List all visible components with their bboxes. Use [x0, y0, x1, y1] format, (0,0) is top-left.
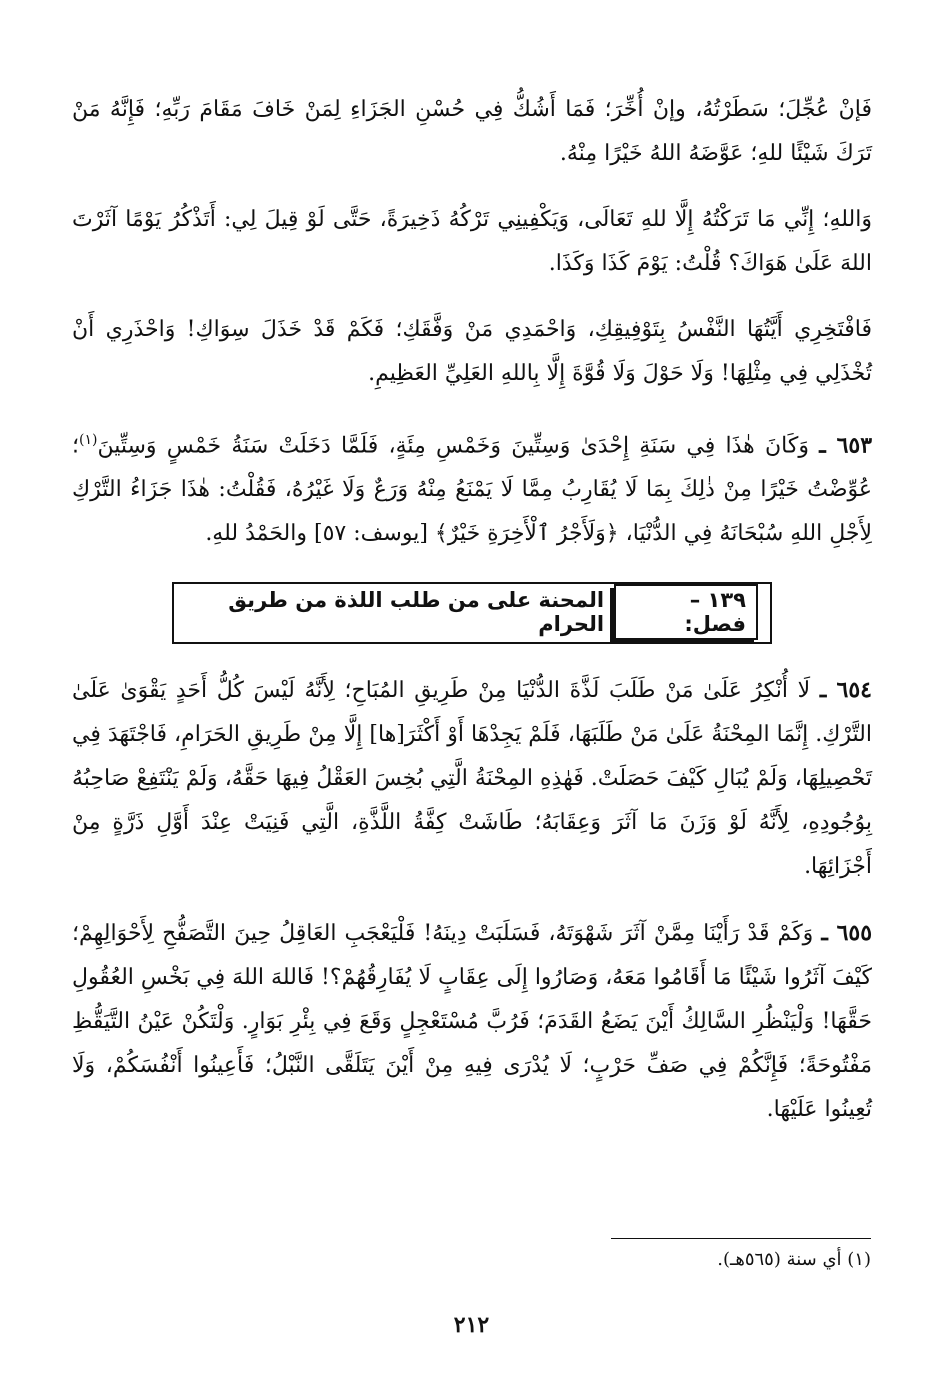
paragraph-655 — [72, 911, 872, 1132]
paragraph-number: ٦٥٣ ـ — [819, 432, 873, 459]
paragraph-text: وَكَانَ هٰذَا فِي سَنَةِ إِحْدَىٰ وَسِتِّينَ وَخَمْسِ مِئَةٍ، فَلَمَّا دَخَلَتْ سَنَةُ خَمْسٍ وَسِتِّينَ — [97, 433, 809, 459]
footnote-reference[interactable]: (١) — [79, 432, 98, 448]
paragraph-653 — [72, 418, 872, 556]
section-title: المحنة على من طلب اللذة من طريق الحرام — [228, 588, 605, 637]
paragraph-2: وَاللهِ؛ إِنِّي مَا تَرَكْتُهُ إِلَّا للهِ تَعَالَى، وَيَكْفِينِي تَرْكُهُ ذَخِيرَةً، حَتَّى لَوْ قِيلَ لِي: أَتَذْكُرُ يَوْمًا آثَرْتَ اللهَ عَلَىٰ هَوَاكَ؟ قُلْتُ: يَوْمَ كَذَا وَكَذَا. — [72, 207, 872, 276]
section-heading — [174, 588, 758, 637]
paragraph-3: فَافْتَخِرِي أَيَّتُهَا النَّفْسُ بِتَوْفِيقِكِ، وَاحْمَدِي مَنْ وَفَّقَكِ؛ فَكَمْ قَدْ خَذَلَ سِوَاكِ! وَاحْذَرِي أَنْ تُخْذَلِي فِي مِثْلِهَا! وَلَا حَوْلَ وَلَا قُوَّةَ إِلَّا بِاللهِ العَلِيِّ العَظِيمِ. — [72, 317, 872, 386]
paragraph-number: ٦٥٤ ـ — [819, 677, 872, 704]
footnote-divider — [611, 1238, 871, 1239]
paragraph-text: وَكَمْ قَدْ رَأَيْنَا مِمَّنْ آثَرَ شَهْوَتَهُ، فَسَلَبَتْ دِينَهُ! فَلْيَعْجَبِ العَاقِلُ حِينَ التَّصَفُّحِ لِأَحْوَالِهِمْ؛ كَيْفَ آثَرُوا شَيْئًا مَا أَقَامُوا مَعَهُ، وَصَارُوا إِلَى عِقَابٍ لَا يُفَارِقُهُمْ؟! فَاللهَ اللهَ فِي بَخْسِ العُقُولِ حَقَّهَا! وَلْيَنْظُرِ السَّالِكُ أَيْنَ يَضَعُ القَدَمَ؛ فَرُبَّ مُسْتَعْجِلٍ وَقَعَ فِي بِئْرِ بَوَارٍ. وَلْتَكُنْ عَيْنُ التَّيَقُّظِ مَفْتُوحَةً؛ فَإِنَّكُمْ فِي صَفِّ حَرْبٍ؛ لَا يُدْرَى فِيهِ مِنْ أَيْنَ يَتَلَقَّى النَّبْلُ؛ فَأَعِينُوا أَنْفُسَكُمْ، وَلَا تُعِينُوا عَلَيْهَا. — [72, 921, 872, 1123]
paragraph-text: ؛ عُوِّضْتُ خَيْرًا مِنْ ذٰلِكَ بِمَا لَا يُقَارِبُ مِمَّا لَا يَمْنَعُ مِنْهُ وَرَعٌ وَلَا غَيْرُهُ، فَقُلْتُ: هٰذَا جَزَاءُ التَّرْكِ لِأَجْلِ اللهِ سُبْحَانَهُ فِي الدُّنْيَا، ﴿وَلَأَجْرُ ٱلْأَخِرَةِ خَيْرٌ﴾ [يوسف: ٥٧] والحَمْدُ للهِ. — [72, 433, 873, 547]
paragraph-number: ٦٥٥ ـ — [821, 920, 873, 947]
paragraph-654 — [72, 668, 872, 889]
paragraph-text: لَا أُنْكِرُ عَلَىٰ مَنْ طَلَبَ لَذَّةَ الدُّنْيَا مِنْ طَرِيقِ المُبَاحِ؛ لِأَنَّهُ لَيْسَ كُلُّ أَحَدٍ يَقْوَىٰ عَلَىٰ التَّرْكِ. إِنَّمَا المِحْنَةُ عَلَىٰ مَنْ طَلَبَهَا، فَلَمْ يَجِدْهَا أَوْ أَكْثَرَ[ها] إِلَّا مِنْ طَرِيقِ الحَرَامِ، فَاجْتَهَدَ فِي تَحْصِيلِهَا، وَلَمْ يُبَالِ كَيْفَ حَصَلَتْ. فَهٰذِهِ المِحْنَةُ الَّتِي بُخِسَ العَقْلُ فِيهَا حَقَّهُ، وَلَمْ يَنْتَفِعْ صَاحِبُهُ بِوُجُودِهِ، لِأَنَّهُ لَوْ وَزَنَ مَا آثَرَ وَعِقَابَهُ؛ طَاشَتْ كِفَّةُ اللَّذَّةِ، الَّتِي فَنِيَتْ عِنْدَ أَوَّلِ ذَرَّةٍ مِنْ أَجْزَائِهَا. — [72, 678, 873, 880]
paragraph-1: فَإنْ عُجِّلَ؛ سَطَرْتُهُ، وإنْ أُخِّرَ؛ فَمَا أَشُكُّ فِي حُسْنِ الجَزَاءِ لِمَنْ خَافَ مَقَامَ رَبِّهِ؛ فَإِنَّهُ مَنْ تَرَكَ شَيْئًا للهِ؛ عَوَّضَهُ اللهُ خَيْرًا مِنْهُ. — [72, 97, 872, 166]
page-body — [72, 88, 872, 1154]
footnote: (١) أي سنة (٥٦٥هـ). — [717, 1249, 871, 1270]
section-heading-box — [172, 582, 772, 644]
section-number: ١٣٩ – فصل: — [614, 584, 758, 640]
page-number: ٢١٢ — [453, 1312, 490, 1338]
